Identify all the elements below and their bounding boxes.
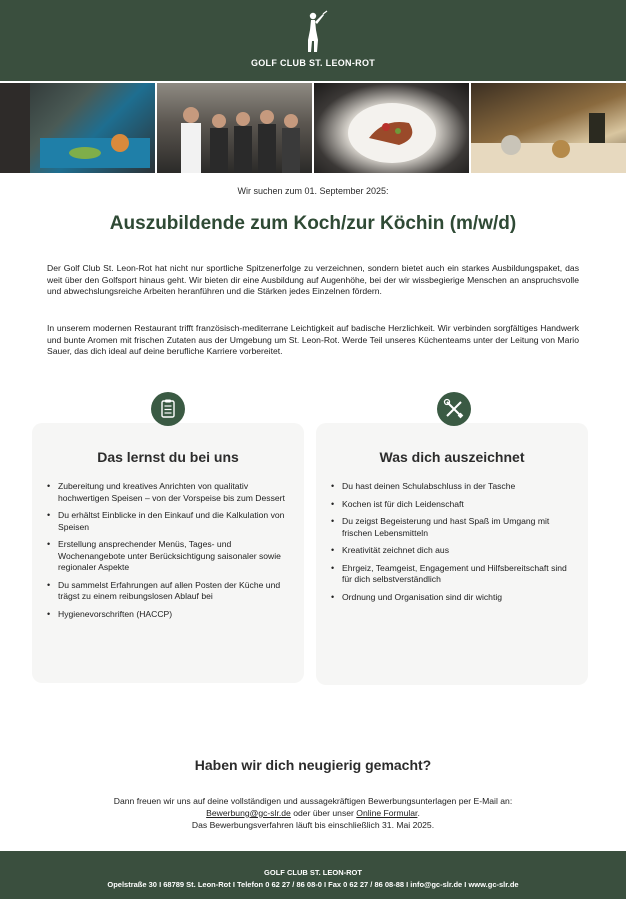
card-profile (316, 423, 588, 685)
list-item: • Du sammelst Erfahrungen auf allen Posten der Küche und trägst zu einem reibungslosen Ablauf bei (46, 580, 294, 603)
header-bar (0, 0, 626, 81)
cta-question: Haben wir dich neugierig gemacht? (194, 757, 432, 773)
photo-buffet (471, 83, 626, 173)
list-item: • Erstellung ansprechender Menüs, Tages- und Wochenangebote unter Berücksichtigung saisonaler sowie regionaler Aspekte (46, 539, 294, 574)
paragraph-club: Der Golf Club St. Leon-Rot hat nicht nur sportliche Spitzenerfolge zu verzeichnen, sondern bietet auch ein starkes Ausbildungspaket, das weit über den Golfsport hinaus geht. Wir bieten dir eine Ausbildung auf Augenhöhe, bei der wir wissbegierige Menschen an anspruchsvolle und abwechslungsreiche Arbeiten heranführen und die Stärken jedes Einzelnen fördern. (47, 263, 579, 297)
list-item: • Hygienevorschriften (HACCP) (46, 609, 294, 621)
paragraph-restaurant: In unserem modernen Restaurant trifft französisch-mediterrane Leichtigkeit auf badische Herzlichkeit. Wir verbinden sorgfältiges Handwerk und bunte Aromen mit frischen Zutaten aus der Umgebung um St. Leon-Rot. Werde Teil unseres Küchenteams unter der Leitung von Mario Sauer, das dich ideal auf deine berufliche Karriere vorbereitet. (47, 323, 579, 357)
cta-deadline: Das Bewerbungsverfahren läuft bis einschließlich 31. Mai 2025. (191, 819, 435, 830)
footer-bar (0, 851, 626, 899)
email-link[interactable]: Bewerbung@gc-slr.de (206, 807, 291, 818)
cta-line1: Dann freuen wir uns auf deine vollständigen und aussagekräftigen Bewerbungsunterlagen per E-Mail an: (113, 796, 513, 806)
list-item: • Kochen ist für dich Leidenschaft (330, 499, 578, 511)
list-item: • Du zeigst Begeisterung und hast Spaß im Umgang mit frischen Lebensmitteln (330, 516, 578, 539)
cta-text (0, 796, 626, 831)
learn-list (46, 481, 294, 626)
cta-line2 (0, 808, 626, 820)
photo-plated-dish (314, 83, 469, 173)
photo-kitchen-team (157, 83, 312, 173)
profile-list (330, 481, 578, 609)
cta-dot: . (417, 807, 420, 818)
list-item: • Du hast deinen Schulabschluss in der Tasche (330, 481, 578, 493)
page-title: Auszubildende zum Koch/zur Köchin (m/w/d) (109, 213, 517, 234)
list-item: • Ordnung und Organisation sind dir wichtig (330, 592, 578, 604)
list-item: • Du erhältst Einblicke in den Einkauf und die Kalkulation von Speisen (46, 510, 294, 533)
clipboard-icon (151, 392, 185, 426)
footer-brand: GOLF CLUB ST. LEON-ROT (264, 868, 362, 877)
photo-strip (0, 83, 626, 173)
intro-line: Wir suchen zum 01. September 2025: (237, 186, 389, 196)
list-item: • Zubereitung und kreatives Anrichten von qualitativ hochwertigen Speisen – von der Vorspeise bis zum Dessert (46, 481, 294, 504)
brand-name: GOLF CLUB ST. LEON-ROT (250, 58, 376, 68)
golfer-logo-icon (296, 10, 330, 54)
card-learn-title: Das lernst du bei uns (97, 449, 239, 465)
list-item: • Kreativität zeichnet dich aus (330, 545, 578, 557)
list-item: • Ehrgeiz, Teamgeist, Engagement und Hilfsbereitschaft sind für dich selbstverständlich (330, 563, 578, 586)
photo-kitchen-prep (0, 83, 155, 173)
cta-middle: oder über unser (290, 807, 357, 818)
online-form-link[interactable]: Online Formular (356, 807, 418, 818)
card-profile-title: Was dich auszeichnet (379, 449, 525, 465)
card-learn (32, 423, 304, 683)
footer-address: Opelstraße 30 I 68789 St. Leon-Rot I Telefon 0 62 27 / 86 08-0 I Fax 0 62 27 / 86 08-88 I info@gc-slr.de I www.gc-slr.de (107, 880, 519, 889)
tools-icon (437, 392, 471, 426)
